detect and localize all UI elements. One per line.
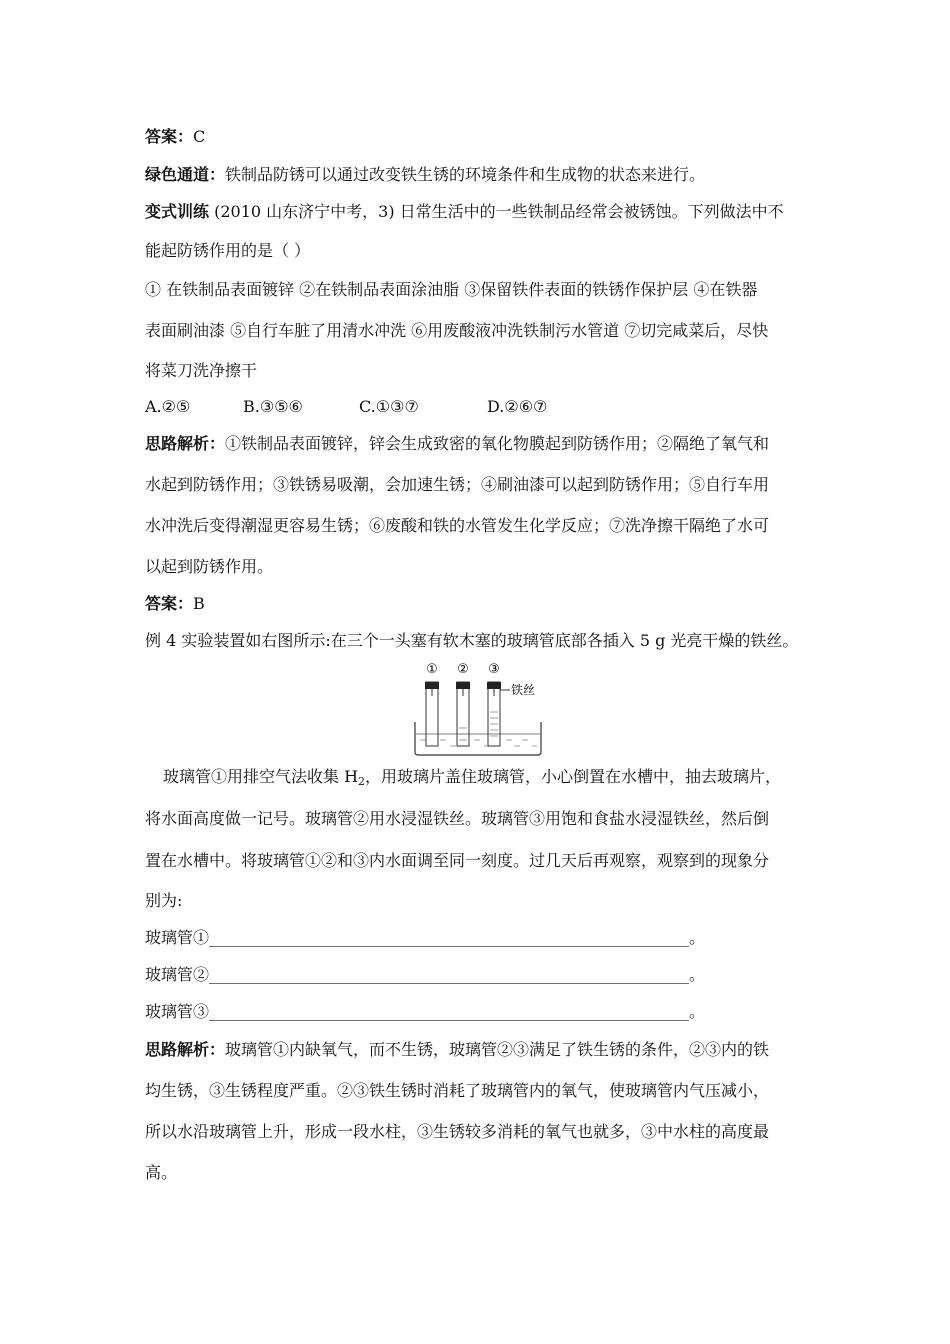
analysis1-line-3: 水冲洗后变得潮湿更容易生锈；⑥废酸和铁的水管发生化学反应；⑦洗净擦干隔绝了水可 bbox=[145, 516, 770, 535]
green-channel-text: 铁制品防锈可以通过改变铁生锈的环境条件和生成物的状态来进行。 bbox=[225, 165, 706, 184]
blank-line-2: 玻璃管②____________________________________________________________。 bbox=[145, 965, 706, 984]
analysis2-text-1: 玻璃管①内缺氧气，而不生锈，玻璃管②③满足了铁生锈的条件，②③内的铁 bbox=[225, 1040, 770, 1059]
analysis1-text-1: ①铁制品表面镀锌，锌会生成致密的氧化物膜起到防锈作用；②隔绝了氧气和 bbox=[225, 434, 770, 453]
analysis2-line-4: 高。 bbox=[145, 1163, 178, 1182]
variant-items-line-3: 将菜刀洗净擦干 bbox=[145, 361, 258, 380]
variant-items-line-2: 表面刷油漆 ⑤自行车脏了用清水冲洗 ⑥用废酸液冲洗铁制污水管道 ⑦切完咸菜后，尽快 bbox=[145, 321, 769, 340]
variant-items-line-1: ① 在铁制品表面镀锌 ②在铁制品表面涂油脂 ③保留铁件表面的铁锈作保护层 ④在铁器 bbox=[145, 280, 758, 299]
analysis2-line-3: 所以水沿玻璃管上升，形成一段水柱，③生锈较多消耗的氧气也就多，③中水柱的高度最 bbox=[145, 1122, 770, 1141]
example4-para-line-4: 别为: bbox=[145, 891, 183, 910]
example4-para-line-2: 将水面高度做一记号。玻璃管②用水浸湿铁丝。玻璃管③用饱和食盐水浸湿铁丝，然后倒 bbox=[145, 809, 770, 828]
variant-label: 变式训练 bbox=[145, 202, 210, 221]
glass-tube-2 bbox=[456, 682, 470, 746]
answer-line-1 bbox=[145, 126, 205, 148]
glass-tube-3 bbox=[487, 682, 501, 746]
analysis2-line-1 bbox=[145, 1039, 769, 1061]
variant-question: (2010 山东济宁中考，3) 日常生活中的一些铁制品经常会被锈蚀。下列做法中不 bbox=[209, 202, 784, 221]
analysis1-label: 思路解析： bbox=[145, 434, 226, 453]
water-trough bbox=[415, 722, 541, 755]
glass-tube-1 bbox=[425, 682, 439, 746]
variant-line-2: 能起防锈作用的是（ ） bbox=[145, 241, 311, 260]
example4-intro: 例 4 实验装置如右图所示:在三个一头塞有软木塞的玻璃管底部各插入 5 g 光亮干燥的铁丝。 bbox=[145, 631, 799, 650]
option-d: D.②⑥⑦ bbox=[487, 397, 548, 416]
analysis2-line-2: 均生锈，③生锈程度严重。②③铁生锈时消耗了玻璃管内的氧气，使玻璃管内气压减小， bbox=[145, 1081, 770, 1100]
wire-label: 铁丝 bbox=[511, 683, 536, 697]
p1-part-a: 玻璃管①用排空气法收集 H bbox=[163, 767, 359, 786]
example4-para-line-1 bbox=[163, 766, 781, 788]
analysis1-line-2: 水起到防锈作用；③铁锈易吸潮，会加速生锈；④刷油漆可以起到防锈作用；⑤自行车用 bbox=[145, 475, 770, 494]
analysis2-label: 思路解析： bbox=[145, 1040, 226, 1059]
h2-subscript: 2 bbox=[358, 775, 366, 788]
p1-part-b: ，用玻璃片盖住玻璃管，小心倒置在水槽中，抽去玻璃片， bbox=[365, 767, 782, 786]
variant-line-1 bbox=[145, 201, 784, 223]
options-row bbox=[145, 396, 745, 418]
experiment-figure bbox=[410, 660, 546, 760]
tube-label-2: ② bbox=[457, 662, 469, 677]
analysis1-line-4: 以起到防锈作用。 bbox=[145, 557, 274, 576]
green-channel-label: 绿色通道： bbox=[145, 165, 226, 184]
tube-label-1: ① bbox=[426, 662, 438, 677]
option-b: B.③⑤⑥ bbox=[243, 397, 303, 416]
option-c: C.①③⑦ bbox=[359, 397, 419, 416]
answer-label: 答案： bbox=[145, 127, 194, 146]
option-a: A.②⑤ bbox=[145, 397, 191, 416]
answer-line-2 bbox=[145, 593, 205, 615]
analysis1-line-1 bbox=[145, 433, 769, 455]
green-channel-line bbox=[145, 164, 705, 186]
blank-line-3: 玻璃管③____________________________________________________________。 bbox=[145, 1002, 706, 1021]
tube-label-3: ③ bbox=[488, 662, 500, 677]
example4-para-line-3: 置在水槽中。将玻璃管①②和③内水面调至同一刻度。过几天后再观察，观察到的现象分 bbox=[145, 851, 770, 870]
answer2-label: 答案： bbox=[145, 594, 194, 613]
answer2-value: B bbox=[193, 594, 205, 613]
answer-value: C bbox=[193, 127, 206, 146]
blank-line-1: 玻璃管①____________________________________________________________。 bbox=[145, 928, 706, 947]
